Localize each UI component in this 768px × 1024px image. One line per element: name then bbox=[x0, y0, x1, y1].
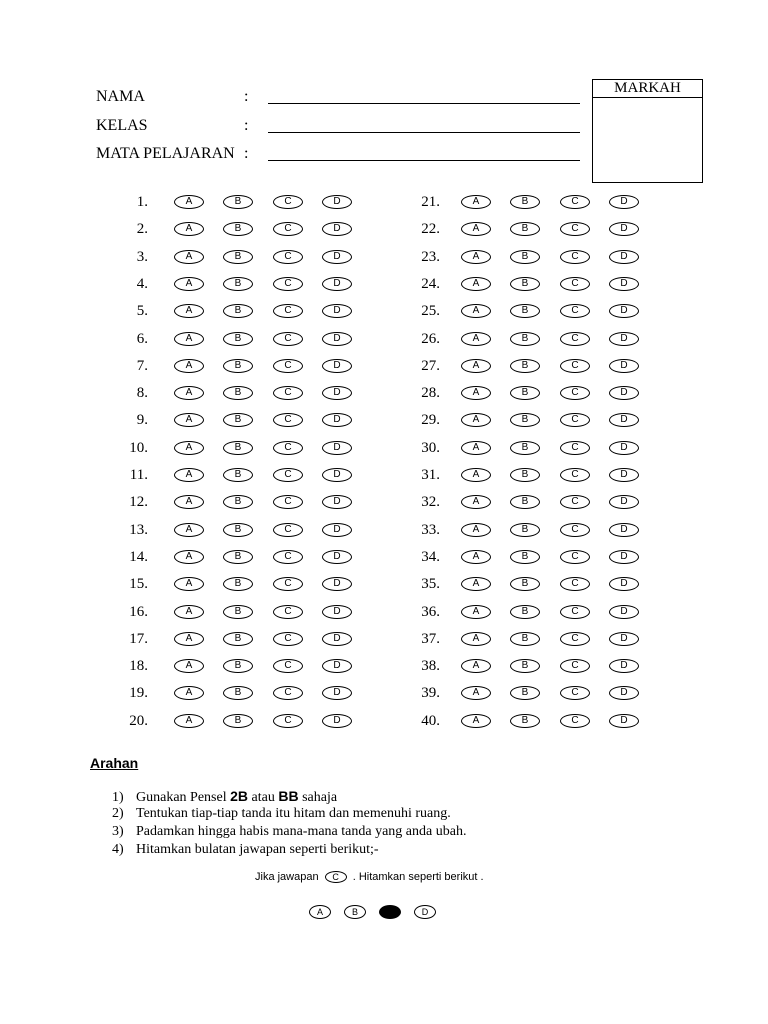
answer-bubble-c[interactable]: C bbox=[560, 632, 590, 646]
answer-bubble-c[interactable]: C bbox=[273, 277, 303, 291]
nama-input-line[interactable] bbox=[268, 103, 580, 104]
question-row bbox=[400, 357, 680, 375]
answer-bubble-c[interactable]: C bbox=[273, 468, 303, 482]
question-row bbox=[400, 330, 680, 348]
answer-bubble-a[interactable]: A bbox=[174, 577, 204, 591]
question-number: 27. bbox=[421, 357, 440, 374]
instruction-number: 4) bbox=[112, 842, 124, 857]
answer-bubble-a[interactable]: A bbox=[174, 413, 204, 427]
answer-bubble-c[interactable]: C bbox=[273, 632, 303, 646]
instruction-item bbox=[112, 823, 466, 841]
answer-bubble-b[interactable]: B bbox=[510, 714, 540, 728]
answer-bubble-a[interactable]: A bbox=[174, 359, 204, 373]
answer-bubble-a[interactable]: A bbox=[461, 332, 491, 346]
answer-bubble-b[interactable]: B bbox=[510, 441, 540, 455]
answer-bubble-d[interactable]: D bbox=[609, 632, 639, 646]
question-number: 28. bbox=[421, 385, 440, 402]
question-number: 24. bbox=[421, 275, 440, 292]
answer-bubble-b[interactable]: B bbox=[510, 277, 540, 291]
answer-bubble-a[interactable]: A bbox=[174, 605, 204, 619]
answer-bubble-a[interactable]: A bbox=[174, 523, 204, 537]
answer-bubble-d[interactable]: D bbox=[322, 577, 352, 591]
answer-bubble-c[interactable]: C bbox=[560, 332, 590, 346]
answer-bubble-a[interactable]: A bbox=[461, 304, 491, 318]
instruction-item bbox=[112, 805, 451, 823]
answer-bubble-c[interactable]: C bbox=[273, 304, 303, 318]
arahan-title: Arahan bbox=[90, 755, 139, 771]
question-row bbox=[400, 193, 680, 211]
answer-bubble-c[interactable]: C bbox=[560, 441, 590, 455]
question-number: 20. bbox=[129, 712, 148, 729]
question-number: 12. bbox=[129, 494, 148, 511]
answer-bubble-b[interactable]: B bbox=[223, 686, 253, 700]
answer-bubble-d[interactable]: D bbox=[322, 468, 352, 482]
answer-bubble-d[interactable]: D bbox=[322, 413, 352, 427]
example-bubble-a: A bbox=[309, 905, 331, 919]
question-row bbox=[108, 302, 388, 320]
answer-bubble-b[interactable]: B bbox=[223, 386, 253, 400]
answer-bubble-d[interactable]: D bbox=[322, 222, 352, 236]
answer-bubble-c[interactable]: C bbox=[273, 332, 303, 346]
answer-bubble-a[interactable]: A bbox=[461, 468, 491, 482]
question-row bbox=[400, 493, 680, 511]
answer-bubble-c[interactable]: C bbox=[560, 686, 590, 700]
answer-bubble-b[interactable]: B bbox=[223, 605, 253, 619]
question-number: 34. bbox=[421, 548, 440, 565]
answer-bubble-b[interactable]: B bbox=[223, 714, 253, 728]
question-row bbox=[108, 275, 388, 293]
question-row bbox=[108, 248, 388, 266]
answer-bubble-c[interactable]: C bbox=[273, 413, 303, 427]
answer-bubble-c[interactable]: C bbox=[273, 359, 303, 373]
question-number: 10. bbox=[129, 439, 148, 456]
answer-bubble-b[interactable]: B bbox=[223, 304, 253, 318]
answer-bubble-d[interactable]: D bbox=[609, 359, 639, 373]
question-number: 13. bbox=[129, 521, 148, 538]
answer-bubble-c[interactable]: C bbox=[560, 413, 590, 427]
answer-bubble-c[interactable]: C bbox=[273, 441, 303, 455]
answer-bubble-b[interactable]: B bbox=[510, 386, 540, 400]
answer-bubble-b[interactable]: B bbox=[510, 550, 540, 564]
answer-bubble-d[interactable]: D bbox=[322, 523, 352, 537]
example-sentence bbox=[255, 869, 484, 885]
answer-bubble-b[interactable]: B bbox=[223, 441, 253, 455]
answer-bubble-a[interactable]: A bbox=[174, 468, 204, 482]
answer-bubble-c[interactable]: C bbox=[273, 495, 303, 509]
question-number: 5. bbox=[136, 303, 148, 320]
answer-bubble-d[interactable]: D bbox=[609, 686, 639, 700]
question-number: 14. bbox=[129, 548, 148, 565]
answer-bubble-a[interactable]: A bbox=[461, 250, 491, 264]
answer-bubble-b[interactable]: B bbox=[510, 495, 540, 509]
answer-bubble-d[interactable]: D bbox=[609, 659, 639, 673]
question-row bbox=[108, 466, 388, 484]
question-row bbox=[400, 466, 680, 484]
answer-bubble-c[interactable]: C bbox=[273, 605, 303, 619]
kelas-input-line[interactable] bbox=[268, 132, 580, 133]
answer-bubble-a[interactable]: A bbox=[174, 441, 204, 455]
instruction-bold-2b: 2B bbox=[230, 788, 248, 804]
question-number: 31. bbox=[421, 467, 440, 483]
question-row bbox=[108, 630, 388, 648]
question-row bbox=[108, 657, 388, 675]
answer-bubble-a[interactable]: A bbox=[461, 277, 491, 291]
answer-bubble-c[interactable]: C bbox=[560, 222, 590, 236]
answer-bubble-d[interactable]: D bbox=[609, 577, 639, 591]
question-number: 21. bbox=[421, 194, 440, 210]
instruction-text-pre: Gunakan Pensel bbox=[136, 790, 231, 805]
answer-bubble-b[interactable]: B bbox=[510, 413, 540, 427]
question-row bbox=[400, 603, 680, 621]
question-row bbox=[108, 411, 388, 429]
question-row bbox=[108, 439, 388, 457]
answer-bubble-a[interactable]: A bbox=[461, 195, 491, 209]
answer-bubble-a[interactable]: A bbox=[461, 577, 491, 591]
answer-bubble-c[interactable]: C bbox=[273, 714, 303, 728]
answer-bubble-d[interactable]: D bbox=[322, 686, 352, 700]
answer-bubble-c[interactable]: C bbox=[273, 577, 303, 591]
question-row bbox=[400, 521, 680, 539]
answer-bubble-d[interactable]: D bbox=[609, 523, 639, 537]
question-number: 3. bbox=[136, 248, 148, 265]
instruction-text: Tentukan tiap-tiap tanda itu hitam dan memenuhi ruang. bbox=[136, 806, 451, 821]
instruction-number: 2) bbox=[112, 806, 124, 821]
answer-bubble-c[interactable]: C bbox=[560, 386, 590, 400]
instruction-text: Padamkan hingga habis mana-mana tanda yang anda ubah. bbox=[136, 824, 467, 839]
question-number: 7. bbox=[136, 357, 148, 374]
question-row bbox=[400, 248, 680, 266]
question-number: 17. bbox=[129, 630, 148, 647]
answer-bubble-b[interactable]: B bbox=[510, 195, 540, 209]
answer-bubble-a[interactable]: A bbox=[174, 195, 204, 209]
answer-bubble-b[interactable]: B bbox=[223, 250, 253, 264]
answer-bubble-c[interactable]: C bbox=[560, 468, 590, 482]
question-row bbox=[108, 684, 388, 702]
answer-bubble-c[interactable]: C bbox=[560, 659, 590, 673]
answer-bubble-a[interactable]: A bbox=[461, 605, 491, 619]
answer-bubble-c[interactable]: C bbox=[560, 277, 590, 291]
answer-bubble-d[interactable]: D bbox=[322, 550, 352, 564]
question-number: 32. bbox=[421, 494, 440, 511]
answer-bubble-b[interactable]: B bbox=[510, 359, 540, 373]
answer-bubble-b[interactable]: B bbox=[510, 605, 540, 619]
question-row bbox=[400, 575, 680, 593]
answer-bubble-b[interactable]: B bbox=[223, 577, 253, 591]
question-row bbox=[400, 411, 680, 429]
question-row bbox=[400, 712, 680, 730]
question-row bbox=[400, 439, 680, 457]
answer-bubble-c[interactable]: C bbox=[560, 495, 590, 509]
example-bubble-d: D bbox=[414, 905, 436, 919]
question-number: 16. bbox=[129, 603, 148, 620]
answer-bubble-d[interactable]: D bbox=[609, 441, 639, 455]
nama-label: NAMA bbox=[96, 88, 145, 105]
markah-box[interactable] bbox=[592, 79, 703, 183]
question-row bbox=[108, 603, 388, 621]
question-number: 29. bbox=[421, 412, 440, 429]
answer-bubble-d[interactable]: D bbox=[609, 386, 639, 400]
answer-bubble-a[interactable]: A bbox=[174, 550, 204, 564]
answer-bubble-c[interactable]: C bbox=[273, 523, 303, 537]
answer-bubble-b[interactable]: B bbox=[510, 468, 540, 482]
answer-bubble-c[interactable]: C bbox=[560, 250, 590, 264]
answer-bubble-b[interactable]: B bbox=[223, 277, 253, 291]
answer-bubble-a[interactable]: A bbox=[461, 550, 491, 564]
question-row bbox=[108, 493, 388, 511]
question-row bbox=[400, 302, 680, 320]
answer-bubble-a[interactable]: A bbox=[461, 495, 491, 509]
instruction-item bbox=[112, 841, 379, 859]
example-filled-bubble bbox=[379, 905, 401, 919]
answer-bubble-b[interactable]: B bbox=[223, 523, 253, 537]
answer-bubble-c[interactable]: C bbox=[273, 550, 303, 564]
question-number: 25. bbox=[421, 303, 440, 320]
question-row bbox=[108, 220, 388, 238]
instruction-bold-bb: BB bbox=[278, 788, 299, 804]
answer-bubble-d[interactable]: D bbox=[609, 495, 639, 509]
markah-title: MARKAH bbox=[593, 80, 702, 98]
answer-bubble-c[interactable]: C bbox=[560, 359, 590, 373]
answer-bubble-b[interactable]: B bbox=[510, 222, 540, 236]
answer-bubble-d[interactable]: D bbox=[322, 495, 352, 509]
question-number: 22. bbox=[421, 221, 440, 238]
answer-bubble-c[interactable]: C bbox=[273, 659, 303, 673]
answer-bubble-d[interactable]: D bbox=[609, 714, 639, 728]
answer-bubble-b[interactable]: B bbox=[510, 523, 540, 537]
answer-bubble-a[interactable]: A bbox=[174, 222, 204, 236]
question-row bbox=[108, 330, 388, 348]
answer-bubble-a[interactable]: A bbox=[174, 495, 204, 509]
answer-bubble-d[interactable]: D bbox=[609, 277, 639, 291]
question-number: 36. bbox=[421, 603, 440, 620]
question-number: 26. bbox=[421, 330, 440, 347]
question-number: 37. bbox=[421, 630, 440, 647]
answer-bubble-a[interactable]: A bbox=[461, 686, 491, 700]
answer-bubble-d[interactable]: D bbox=[609, 222, 639, 236]
question-number: 30. bbox=[421, 439, 440, 456]
question-row bbox=[108, 357, 388, 375]
answer-bubble-a[interactable]: A bbox=[174, 332, 204, 346]
answer-bubble-d[interactable]: D bbox=[609, 332, 639, 346]
question-number: 35. bbox=[421, 576, 440, 593]
question-row bbox=[108, 521, 388, 539]
question-number: 8. bbox=[136, 385, 148, 402]
answer-bubble-b[interactable]: B bbox=[223, 659, 253, 673]
answer-bubble-a[interactable]: A bbox=[461, 714, 491, 728]
answer-bubble-d[interactable]: D bbox=[609, 413, 639, 427]
question-row bbox=[108, 712, 388, 730]
answer-bubble-b[interactable]: B bbox=[223, 222, 253, 236]
question-number: 4. bbox=[136, 275, 148, 292]
answer-bubble-d[interactable]: D bbox=[609, 195, 639, 209]
answer-bubble-c[interactable]: C bbox=[273, 686, 303, 700]
answer-bubble-c[interactable]: C bbox=[560, 304, 590, 318]
instruction-text-mid: atau bbox=[248, 790, 279, 805]
question-number: 33. bbox=[421, 521, 440, 538]
kelas-colon: : bbox=[244, 117, 249, 134]
answer-bubble-b[interactable]: B bbox=[510, 304, 540, 318]
answer-bubble-a[interactable]: A bbox=[174, 659, 204, 673]
answer-bubble-d[interactable]: D bbox=[609, 550, 639, 564]
answer-bubble-c[interactable]: C bbox=[273, 195, 303, 209]
answer-bubble-a[interactable]: A bbox=[461, 413, 491, 427]
nama-colon: : bbox=[244, 88, 249, 105]
mata-pelajaran-label: MATA PELAJARAN bbox=[96, 145, 235, 162]
answer-bubble-a[interactable]: A bbox=[461, 222, 491, 236]
example-bubble-b: B bbox=[344, 905, 366, 919]
answer-bubble-a[interactable]: A bbox=[174, 250, 204, 264]
answer-bubble-d[interactable]: D bbox=[322, 277, 352, 291]
question-number: 18. bbox=[129, 658, 148, 675]
example-answer-bubble: C bbox=[325, 871, 347, 883]
answer-bubble-d[interactable]: D bbox=[609, 304, 639, 318]
answer-bubble-a[interactable]: A bbox=[461, 386, 491, 400]
question-number: 9. bbox=[136, 412, 148, 429]
answer-bubble-b[interactable]: B bbox=[223, 468, 253, 482]
answer-bubble-c[interactable]: C bbox=[560, 550, 590, 564]
question-number: 2. bbox=[136, 221, 148, 238]
answer-bubble-d[interactable]: D bbox=[322, 659, 352, 673]
answer-bubble-a[interactable]: A bbox=[461, 359, 491, 373]
question-row bbox=[108, 548, 388, 566]
answer-bubble-d[interactable]: D bbox=[322, 632, 352, 646]
answer-bubble-a[interactable]: A bbox=[461, 632, 491, 646]
answer-bubble-d[interactable]: D bbox=[322, 195, 352, 209]
answer-bubble-b[interactable]: B bbox=[510, 659, 540, 673]
question-number: 38. bbox=[421, 658, 440, 675]
answer-bubble-b[interactable]: B bbox=[223, 413, 253, 427]
answer-bubble-b[interactable]: B bbox=[510, 332, 540, 346]
answer-bubble-b[interactable]: B bbox=[223, 359, 253, 373]
question-row bbox=[400, 220, 680, 238]
answer-bubble-a[interactable]: A bbox=[174, 686, 204, 700]
answer-bubble-c[interactable]: C bbox=[560, 523, 590, 537]
instruction-text: Hitamkan bulatan jawapan seperti berikut;- bbox=[136, 842, 379, 857]
answer-bubble-a[interactable]: A bbox=[174, 304, 204, 318]
mata-pelajaran-input-line[interactable] bbox=[268, 160, 580, 161]
answer-bubble-b[interactable]: B bbox=[510, 632, 540, 646]
answer-bubble-a[interactable]: A bbox=[174, 714, 204, 728]
question-row bbox=[400, 384, 680, 402]
instruction-number: 1) bbox=[112, 790, 124, 805]
question-row bbox=[108, 193, 388, 211]
question-row bbox=[400, 275, 680, 293]
answer-bubble-b[interactable]: B bbox=[223, 632, 253, 646]
question-row bbox=[400, 657, 680, 675]
answer-bubble-c[interactable]: C bbox=[273, 250, 303, 264]
answer-bubble-b[interactable]: B bbox=[223, 550, 253, 564]
question-row bbox=[108, 575, 388, 593]
answer-bubble-b[interactable]: B bbox=[223, 495, 253, 509]
answer-bubble-a[interactable]: A bbox=[461, 523, 491, 537]
kelas-label: KELAS bbox=[96, 117, 148, 134]
question-number: 15. bbox=[129, 576, 148, 593]
instruction-item bbox=[112, 787, 337, 807]
question-number: 6. bbox=[136, 330, 148, 347]
answer-bubble-b[interactable]: B bbox=[223, 195, 253, 209]
answer-bubble-a[interactable]: A bbox=[461, 659, 491, 673]
answer-bubble-a[interactable]: A bbox=[174, 632, 204, 646]
question-row bbox=[108, 384, 388, 402]
answer-bubble-b[interactable]: B bbox=[510, 250, 540, 264]
question-number: 40. bbox=[421, 712, 440, 729]
answer-bubble-b[interactable]: B bbox=[223, 332, 253, 346]
answer-bubble-d[interactable]: D bbox=[322, 605, 352, 619]
answer-bubble-d[interactable]: D bbox=[322, 359, 352, 373]
question-row bbox=[400, 684, 680, 702]
answer-bubble-b[interactable]: B bbox=[510, 577, 540, 591]
answer-bubble-d[interactable]: D bbox=[322, 714, 352, 728]
answer-bubble-c[interactable]: C bbox=[560, 714, 590, 728]
question-row bbox=[400, 630, 680, 648]
answer-bubble-d[interactable]: D bbox=[322, 304, 352, 318]
example-text-pre: Jika jawapan bbox=[255, 871, 319, 883]
question-number: 19. bbox=[129, 685, 148, 702]
answer-bubble-a[interactable]: A bbox=[174, 277, 204, 291]
answer-bubble-d[interactable]: D bbox=[322, 250, 352, 264]
question-number: 39. bbox=[421, 685, 440, 702]
answer-bubble-c[interactable]: C bbox=[273, 222, 303, 236]
question-number: 1. bbox=[136, 194, 148, 210]
question-number: 11. bbox=[129, 467, 148, 483]
answer-bubble-c[interactable]: C bbox=[560, 195, 590, 209]
answer-bubble-a[interactable]: A bbox=[174, 386, 204, 400]
instruction-number: 3) bbox=[112, 824, 124, 839]
answer-bubble-d[interactable]: D bbox=[322, 332, 352, 346]
mata-pelajaran-colon: : bbox=[244, 145, 249, 162]
example-text-post: . Hitamkan seperti berikut . bbox=[352, 871, 484, 883]
answer-bubble-c[interactable]: C bbox=[560, 605, 590, 619]
answer-bubble-d[interactable]: D bbox=[322, 386, 352, 400]
answer-bubble-d[interactable]: D bbox=[609, 605, 639, 619]
answer-bubble-c[interactable]: C bbox=[273, 386, 303, 400]
answer-bubble-c[interactable]: C bbox=[560, 577, 590, 591]
instruction-text-post: sahaja bbox=[298, 790, 338, 805]
answer-bubble-a[interactable]: A bbox=[461, 441, 491, 455]
answer-bubble-b[interactable]: B bbox=[510, 686, 540, 700]
question-number: 23. bbox=[421, 248, 440, 265]
answer-bubble-d[interactable]: D bbox=[322, 441, 352, 455]
question-row bbox=[400, 548, 680, 566]
answer-bubble-d[interactable]: D bbox=[609, 250, 639, 264]
answer-bubble-d[interactable]: D bbox=[609, 468, 639, 482]
